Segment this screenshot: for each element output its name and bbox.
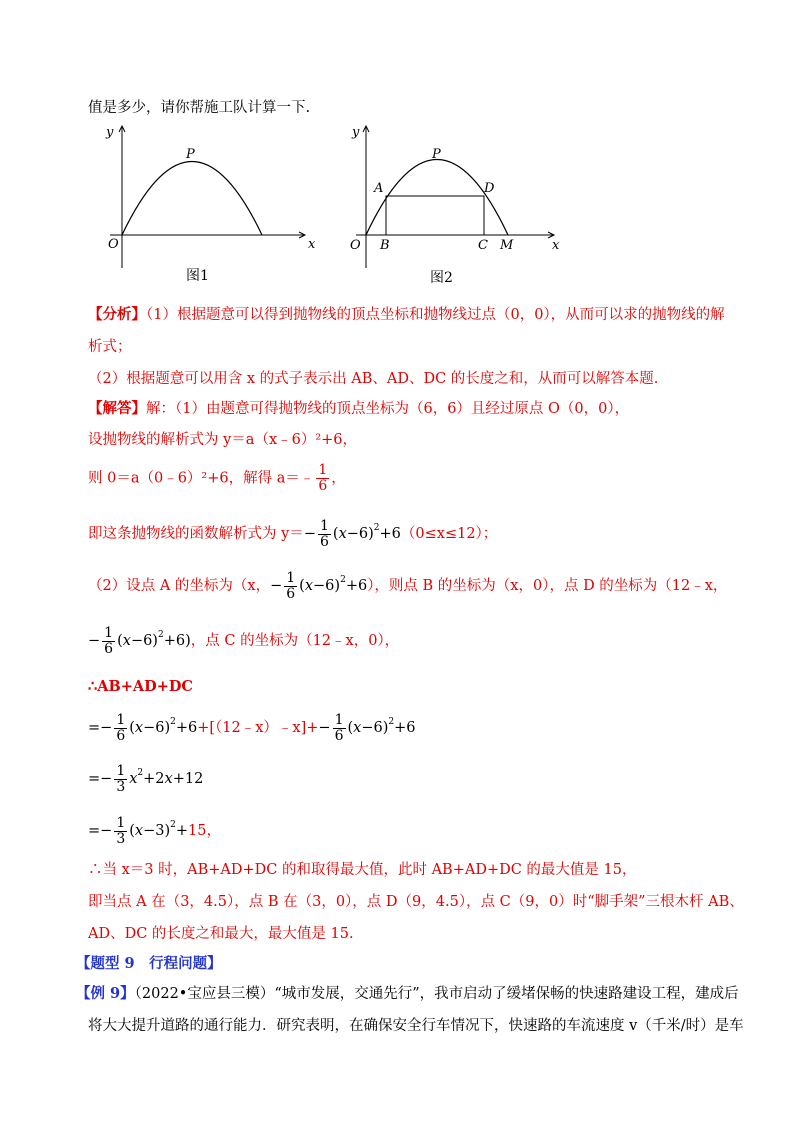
- solution-line-12: 即当点 A 在（3，4.5），点 B 在（3，0），点 D（9，4.5），点 C（9，0）时“脚手架”三根木杆 AB、: [88, 894, 744, 910]
- formula-sum-2: − $\frac{1}{6}$ $(x-6)^2+6$: [318, 711, 416, 744]
- type-9-heading: 【题型 9 行程问题】: [76, 955, 222, 972]
- formula-a-y: − $\frac{1}{6}$ $(x-6)^2+6$: [270, 569, 368, 602]
- fig1-y-label: y: [106, 125, 114, 140]
- fig2-m-label: M: [500, 238, 514, 253]
- solution-line-3: [88, 463, 346, 494]
- example-9-line-2: 将大大提升道路的通行能力．研究表明，在确保安全行车情况下，快速路的车流速度 v（千米/时）是车: [88, 1018, 744, 1034]
- figure-2-svg: [338, 118, 568, 288]
- analysis-line-3: （2）根据题意可以用含 x 的式子表示出 AB、AD、DC 的长度之和，从而可以解答本题.: [88, 371, 659, 387]
- solution-line-8: [88, 712, 416, 744]
- fig2-p-label: P: [432, 147, 441, 162]
- fig2-b-label: B: [380, 238, 390, 253]
- solution-text-5b: ），则点 B 的坐标为（x，0），点 D 的坐标为（12﹣x，: [367, 577, 728, 594]
- fig1-o-label: O: [108, 237, 119, 252]
- fig2-a-label: A: [374, 181, 384, 196]
- analysis-line-2: 析式；: [88, 339, 132, 355]
- solution-line-7: ∴AB+AD+DC: [88, 678, 193, 695]
- figure-2: [338, 118, 568, 292]
- example-9-text-1: （2022•宝应县三模）“城市发展，交通先行”，我市启动了缓堵保畅的快速路建设工程，建成后: [134, 986, 739, 1002]
- solution-line-2: 设抛物线的解析式为 y＝a（x﹣6）²+6，: [88, 432, 358, 448]
- fig1-x-label: x: [308, 237, 316, 252]
- formula-d-y: − $\frac{1}{6}$ $(x-6)^2+6$): [88, 624, 191, 657]
- fraction-one-sixth: $\frac{1}{6}$: [318, 462, 328, 494]
- fig2-d-label: D: [484, 181, 495, 196]
- solution-text-1: 解：（1）由题意可得抛物线的顶点坐标为（6，6）且经过原点 O（0，0），: [146, 401, 630, 417]
- fig1-p-label: P: [186, 147, 195, 162]
- fig2-x-label: x: [552, 238, 560, 253]
- solution-text-6b: ，点 C 的坐标为（12﹣x，0），: [190, 632, 400, 649]
- fig2-c-label: C: [478, 238, 488, 253]
- figure-1: [100, 118, 330, 292]
- solution-text-4a: 即这条抛物线的函数解析式为 y＝: [88, 525, 304, 542]
- formula-sum-1: =− $\frac{1}{6}$ $(x-6)^2+6$: [88, 711, 198, 744]
- solution-text-8mid: +[（12﹣x）﹣x]+: [197, 719, 319, 736]
- figure-1-svg: [100, 118, 330, 288]
- intro-text: 值是多少，请你帮施工队计算一下.: [88, 100, 311, 116]
- solution-line-1: [88, 399, 629, 419]
- solution-line-5: [88, 570, 727, 602]
- solution-line-10: [88, 815, 221, 847]
- solution-line-9: [88, 763, 203, 795]
- solution-line-13: AD、DC 的长度之和最大，最大值是 15.: [88, 926, 354, 942]
- solution-line-4: [88, 518, 497, 550]
- formula-vertex-form: =− $\frac{1}{3}$ $(x-3)^2+$: [88, 814, 189, 847]
- analysis-line-1: [88, 305, 725, 325]
- fig2-o-label: O: [350, 238, 361, 253]
- example-9-tag: 【例 9】: [76, 985, 135, 1002]
- fig1-caption: 图1: [186, 268, 209, 284]
- solution-line-6: [88, 625, 399, 657]
- fig2-caption: 图2: [430, 270, 453, 286]
- analysis-text-1: （1）根据题意可以得到抛物线的顶点坐标和抛物线过点（0，0），从而可以求的抛物线的解: [146, 307, 725, 323]
- solution-line-11: ∴当 x＝3 时，AB+AD+DC 的和取得最大值，此时 AB+AD+DC 的最大值是 15，: [88, 862, 637, 878]
- fig2-y-label: y: [352, 125, 360, 140]
- solution-tag: 【解答】: [88, 400, 146, 417]
- analysis-tag: 【分析】: [88, 306, 146, 323]
- solution-text-4b: （0≤x≤12）；: [400, 525, 498, 542]
- solution-text-10b: 15，: [188, 822, 221, 839]
- solution-text-5a: （2）设点 A 的坐标为（x，: [88, 577, 271, 594]
- formula-simplified: =− $\frac{1}{3}$ $x^2+2x+12$: [88, 762, 204, 795]
- solution-text-3a: 则 0＝a（0﹣6）²+6，解得 a＝﹣: [88, 470, 315, 487]
- formula-parabola: − $\frac{1}{6}$ $(x-6)^2+6$: [303, 517, 401, 550]
- solution-text-3b: ，: [331, 470, 346, 487]
- example-9-line-1: [76, 984, 739, 1004]
